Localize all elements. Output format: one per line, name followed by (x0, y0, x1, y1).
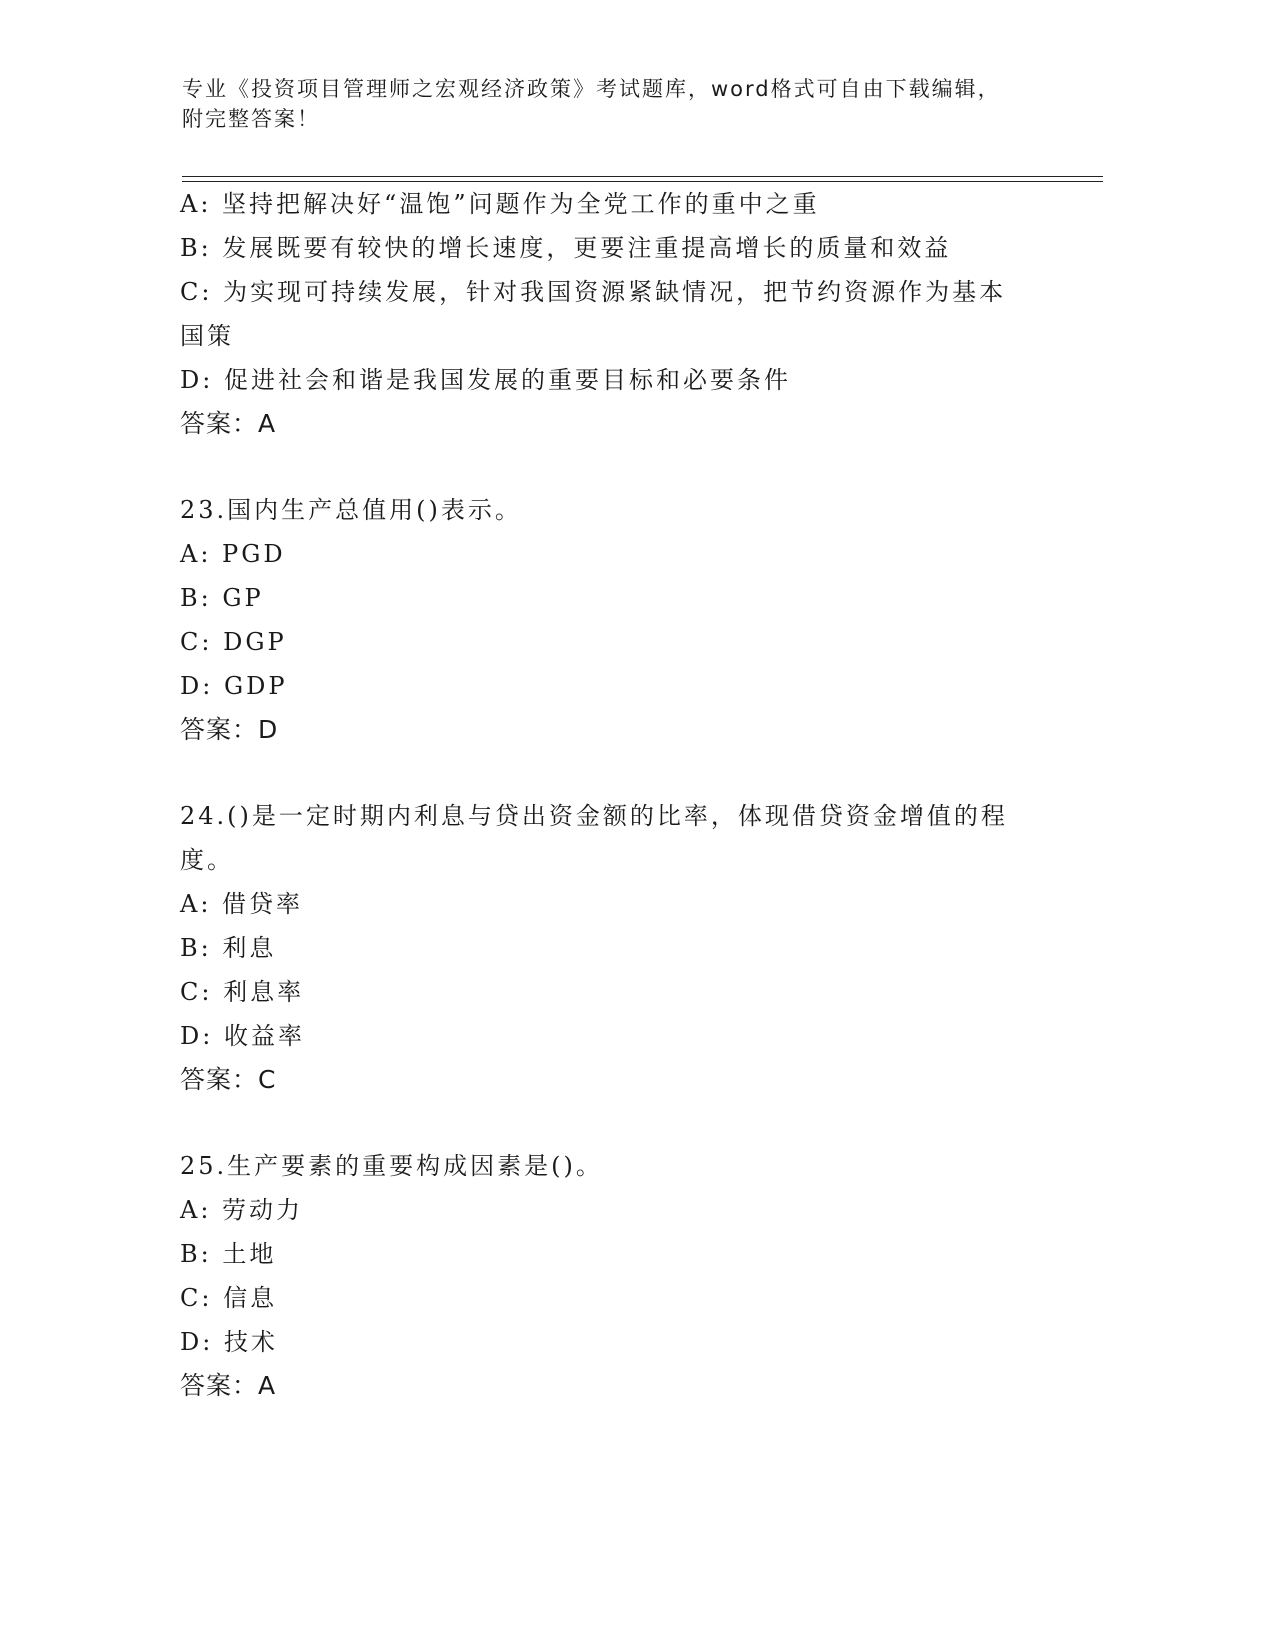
option-d: D: 促进社会和谐是我国发展的重要目标和必要条件 (180, 366, 791, 394)
answer-label: 答案：A (180, 409, 277, 438)
question-stem: 24.()是一定时期内利息与贷出资金额的比率，体现借贷资金增值的程 (180, 802, 1008, 830)
option-c: C: 利息率 (180, 978, 305, 1006)
option-d: D: 技术 (180, 1328, 278, 1356)
question-list (180, 182, 1060, 1408)
header-divider-top (182, 176, 1103, 177)
option-b: B: 利息 (180, 934, 277, 962)
option-c: C: 为实现可持续发展，针对我国资源紧缺情况，把节约资源作为基本 (180, 278, 1007, 306)
header-line-1: 专业《投资项目管理师之宏观经济政策》考试题库，word格式可自由下载编辑， (182, 77, 1001, 101)
answer-label: 答案：C (180, 1065, 277, 1094)
option-a: A: 劳动力 (180, 1196, 304, 1224)
option-b: B: GP (180, 584, 264, 612)
option-a: A: PGD (180, 540, 286, 568)
answer-label: 答案：A (180, 1371, 277, 1400)
question-stem: 25.生产要素的重要构成因素是()。 (180, 1152, 603, 1180)
document-header (182, 74, 1062, 134)
option-b: B: 发展既要有较快的增长速度，更要注重提高增长的质量和效益 (180, 234, 952, 262)
option-c-continued: 国策 (180, 322, 234, 350)
option-c: C: DGP (180, 628, 287, 656)
option-d: D: 收益率 (180, 1022, 305, 1050)
question-stem: 23.国内生产总值用()表示。 (180, 496, 522, 524)
option-c: C: 信息 (180, 1284, 278, 1312)
header-line-2: 附完整答案！ (182, 107, 320, 131)
option-a: A: 借贷率 (180, 890, 304, 918)
option-a: A: 坚持把解决好“温饱”问题作为全党工作的重中之重 (180, 190, 820, 218)
question-stem-continued: 度。 (180, 846, 234, 874)
spacer (180, 1102, 1060, 1144)
question-23 (180, 488, 1060, 752)
question-24 (180, 794, 1060, 1102)
option-d: D: GDP (180, 672, 288, 700)
spacer (180, 752, 1060, 794)
spacer (180, 446, 1060, 488)
question-25 (180, 1144, 1060, 1408)
option-b: B: 土地 (180, 1240, 277, 1268)
answer-label: 答案：D (180, 715, 279, 744)
question-22 (180, 182, 1060, 446)
